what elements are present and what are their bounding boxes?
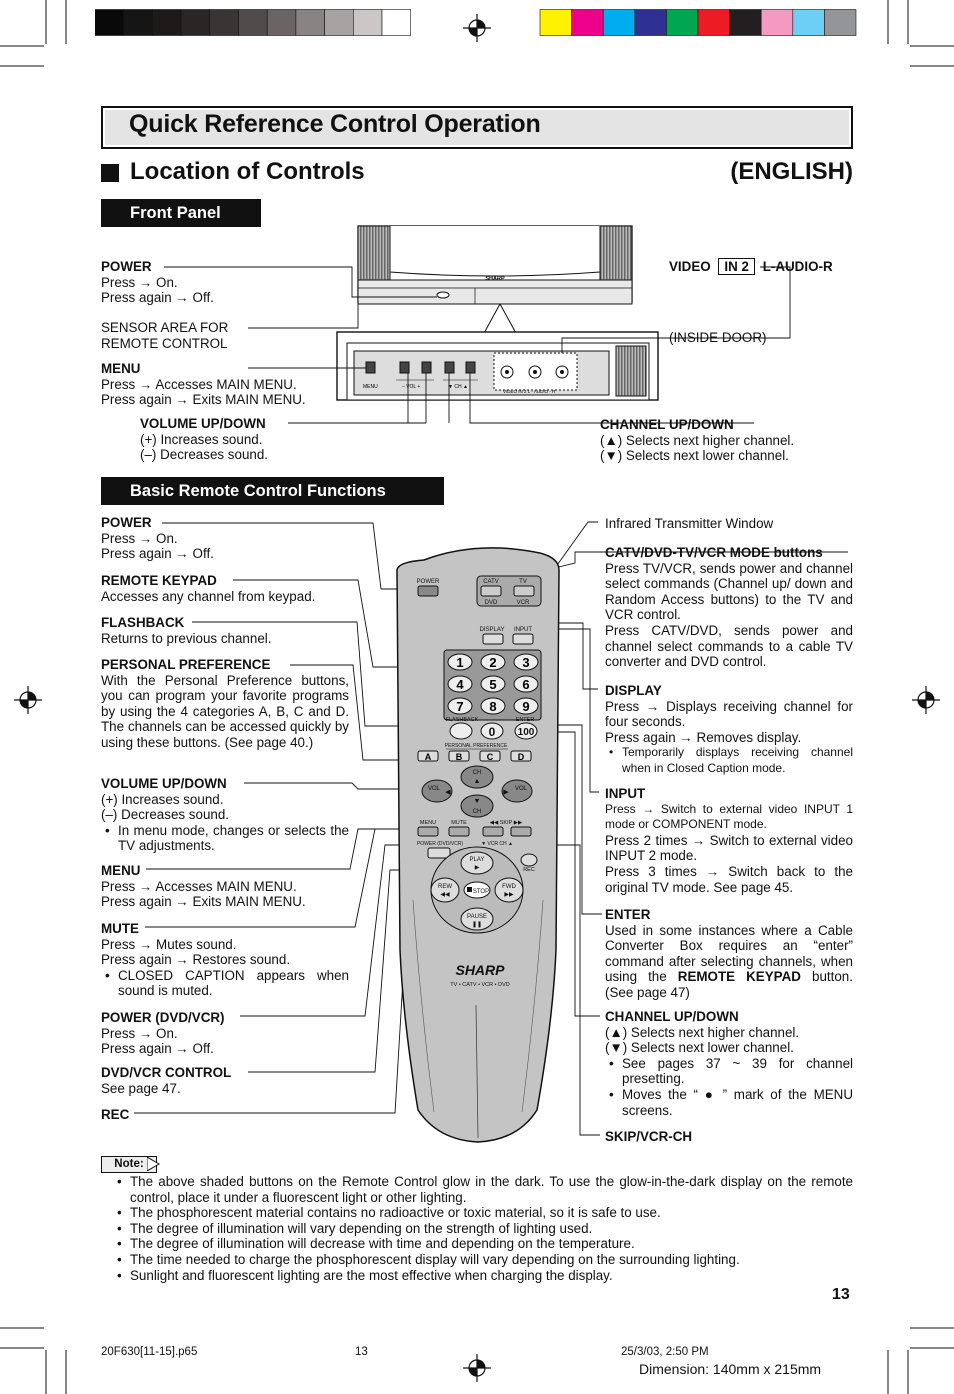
rc-power-line: Press → On. [101,530,178,546]
rc-display-bullet: • Temporarily displays receiving channel when in Closed Caption mode. [605,745,853,776]
rc-play-icon: ▶ [474,865,480,871]
tv-brand-logo: SHARP [485,276,505,282]
rc-personal-label: PERSONAL PREFERENCE [444,743,508,749]
rc-modes-text: TV • CATV • VCR • DVD [450,982,510,988]
rc-rew-button[interactable] [431,878,459,902]
front-panel-heading: Front Panel [101,199,261,227]
rc-btn-dvd-label: DVD [484,600,498,606]
rc-pause-label: PAUSE [467,914,487,920]
fp-sensor-line: REMOTE CONTROL [101,335,228,351]
fp-power-line: Press → On. [101,274,178,290]
rc-skip-title: SKIP/VCR-CH [605,1129,693,1144]
rc-mute-label: MUTE [451,820,467,826]
rc-key-label: 5 [489,677,497,692]
rc-mute-button[interactable] [449,827,469,836]
rc-channel-title: CHANNEL UP/DOWN [605,1009,739,1024]
rc-menu-title: MENU [101,863,141,878]
rc-play-label: PLAY [469,857,485,863]
tv-menu-label: MENU [363,384,378,390]
note-label: Note: [101,1156,157,1173]
rc-enter-title: ENTER [605,907,651,922]
rc-display-line: Press again → Removes display. [605,729,802,745]
rc-rew-icon: ◀◀ [440,892,450,898]
rc-btn-flashback-label: FLASHBACK [445,717,479,723]
rc-vol-down-icon: ◀ [445,789,451,796]
rc-volume-line: (+) Increases sound. [101,791,224,807]
rc-brand-logo: SHARP [455,962,505,978]
rc-enter-text: button. (See page 47) [605,969,853,1000]
rc-input-text: Press → Switch to external video INPUT 1 mode or COMPONENT mode. [605,801,853,832]
rc-key-label: 8 [489,699,497,714]
note-item: • The time needed to charge the phosphorescent display will vary depending on the surrounding lighting. [117,1252,853,1268]
fp-sensor-line: SENSOR AREA FOR [101,320,229,335]
rc-display-button[interactable] [483,634,503,644]
rc-personal-title: PERSONAL PREFERENCE [101,657,271,672]
note-arrow-icon [147,1157,161,1171]
rc-fwd-icon: ▶▶ [504,892,514,898]
rc-menu-line: Press again → Exits MAIN MENU. [101,894,306,910]
rc-rew-label: REW [438,884,452,890]
note-item: • The degree of illumination will vary depending on the strength of lighting used. [117,1221,853,1237]
rc-flashback-title: FLASHBACK [101,615,185,630]
rc-keypad-text: Accesses any channel from keypad. [101,588,316,604]
fp-channel-title: CHANNEL UP/DOWN [600,417,734,432]
rc-channel-line: (▼) Selects next lower channel. [605,1040,794,1056]
rc-power-dvd-label: POWER (DVD/VCR) [416,841,464,847]
fp-power-line: Press again → Off. [101,290,214,306]
fp-volume-title: VOLUME UP/DOWN [140,416,266,431]
rc-ch-label: CH [472,809,482,815]
section-title: Location of Controls [130,158,365,185]
rc-menu-label: MENU [419,820,437,826]
rc-skip-up-button[interactable] [511,827,531,836]
rc-enter-text: Used in some instances where a Cable Converter Box requires an “enter” command after selecting channels, when using the [605,922,853,985]
rc-mute-line: Press again → Restores sound. [101,952,291,968]
rc-mute-title: MUTE [101,921,139,936]
rc-mode-text: Press TV/VCR, sends power and channel select commands (Channel up/ down and Random Access buttons) to the TV and VCR control. [605,560,853,623]
page-title: Quick Reference Control Operation [129,110,541,138]
note-item: • The above shaded buttons on the Remote Control glow in the dark. To use the glow-in-the-dark display on the remote control, place it under a fluorescent light or other lighting. [117,1174,853,1205]
rc-key-100-label: 100 [517,727,535,738]
note-item: • The degree of illumination will decrease with time and depending on the temperature. [117,1236,853,1252]
rc-key-label: 4 [456,677,464,692]
footer-date: 25/3/03, 2:50 PM [621,1346,709,1358]
rc-input-title: INPUT [605,786,646,801]
remote-heading: Basic Remote Control Functions [101,477,444,505]
rc-keypad [448,654,538,714]
rc-fwd-label: FWD [502,884,516,890]
fp-channel-line: (▲) Selects next higher channel. [600,432,795,448]
rc-btn-enter-label: ENTER [515,717,535,723]
rc-personal-label: C [486,752,494,762]
rc-rec-title: REC [101,1107,130,1122]
rc-btn-input-label: INPUT [514,627,532,633]
rc-channel-line: (▲) Selects next higher channel. [605,1024,800,1040]
rc-ch-down-icon: ▼ [473,798,481,805]
fp-menu-line: Press → Accesses MAIN MENU. [101,376,297,392]
fp-volume-line: (–) Decreases sound. [140,447,269,463]
rc-power-title: POWER [101,515,152,530]
rc-vol-label: VOL [427,786,441,792]
rc-input-button[interactable] [513,634,533,644]
rc-btn-catv-label: CATV [483,579,499,585]
rc-pause-icon: ❚❚ [471,922,483,928]
rc-infrared-label: Infrared Transmitter Window [605,516,774,531]
footer-page: 13 [355,1346,368,1358]
rc-key-label: 6 [522,677,530,692]
rc-personal-label: B [455,752,463,762]
rc-key-label: 1 [456,655,464,670]
tv-vol-label: – VOL + [402,384,421,390]
note-item: • The phosphorescent material contains no radioactive or toxic material, so it is safe to use. [117,1205,853,1221]
fp-volume-line: (+) Increases sound. [140,431,263,447]
rc-catv-dvd-button[interactable] [481,586,501,596]
rc-key-label: 9 [522,699,530,714]
rc-personal-label: D [517,752,525,762]
notes-list [117,1174,853,1283]
fp-menu-line: Press again → Exits MAIN MENU. [101,392,306,408]
rc-personal-label: A [424,752,432,762]
rc-power-dvd-title: POWER (DVD/VCR) [101,1010,225,1025]
rc-stop-label: STOP [472,889,490,895]
rc-channel-bullet: • See pages 37 ~ 39 for channel presetting. [605,1056,853,1087]
fp-inside-door: (INSIDE DOOR) [669,330,767,345]
rc-mute-line: Press → Mutes sound. [101,936,237,952]
note-item: • Sunlight and fluorescent lighting are the most effective when charging the display. [117,1268,853,1284]
rc-stop-icon [467,887,472,892]
rc-power-dvd-line: Press → On. [101,1025,178,1041]
rc-tv-vcr-button[interactable] [514,586,534,596]
tv-av-label: VIDEO IN 2 L - AUDIO - R [503,389,556,394]
fp-power-title: POWER [101,259,152,274]
rc-vol-label: VOL [514,786,528,792]
rc-personal-text: With the Personal Preference buttons, you can program your favorite programs by using the 4 categories A, B, C and D. The channels can be accessed quickly by using these buttons. (See page 40.) [101,672,349,750]
rc-vol-up-icon: ▶ [503,789,509,796]
rc-channel-bullet: • Moves the “ ● ” mark of the MENU screens. [605,1087,853,1118]
rc-volume-title: VOLUME UP/DOWN [101,776,227,791]
rc-btn-display-label: DISPLAY [479,627,505,633]
rc-rec-label: REC [523,867,535,873]
rc-volume-line: (–) Decreases sound. [101,807,230,823]
rc-ch-label: CH [472,770,482,776]
fp-video-label: VIDEO [669,259,711,274]
rc-display-title: DISPLAY [605,683,662,698]
rc-fwd-button[interactable] [495,878,523,902]
rc-volume-bullet: • In menu mode, changes or selects the TV adjustments. [101,823,349,854]
rc-mute-bullet: • CLOSED CAPTION appears when sound is muted. [101,968,349,999]
rc-btn-tv-label: TV [519,579,527,585]
rc-key-label: 2 [489,655,497,670]
rc-btn-power-label: POWER [416,579,440,585]
rc-skip-label: ◀◀ SKIP ▶▶ [489,820,523,826]
rc-key-label: 7 [456,699,464,714]
rc-power-button[interactable] [418,586,438,596]
rc-dvdvcr-title: DVD/VCR CONTROL [101,1065,232,1080]
footer-file: 20F630[11-15].p65 [101,1346,198,1358]
rc-ch-up-icon: ▲ [473,778,481,785]
rc-flashback-button[interactable] [450,723,472,739]
page-number: 13 [832,1286,850,1303]
tv-ch-label: ▼ CH ▲ [448,384,468,390]
rc-keypad-title: REMOTE KEYPAD [101,573,217,588]
rc-mode-title: CATV/DVD-TV/VCR MODE buttons [605,545,823,560]
rc-enter-text-bold: REMOTE KEYPAD [677,969,801,985]
rc-dvdvcr-text: See page 47. [101,1080,181,1096]
fp-video-input-box: IN 2 [718,258,755,275]
footer-dimension: Dimension: 140mm x 215mm [639,1361,822,1377]
rc-flashback-text: Returns to previous channel. [101,630,272,646]
rc-mode-text: Press CATV/DVD, sends power and channel select commands to a cable TV converter and DVD control. [605,622,853,670]
rc-power-dvd-button[interactable] [428,848,450,858]
rc-skip-down-button[interactable] [483,827,503,836]
rc-rec-button[interactable] [521,854,537,866]
rc-btn-vcr-label: VCR [516,600,530,606]
rc-input-text: Press 2 times → Switch to external video INPUT 2 mode. [605,832,853,864]
rc-power-line: Press again → Off. [101,546,214,562]
rc-key-label: 3 [522,655,530,670]
rc-input-text: Press 3 times → Switch back to the original TV mode. See page 45. [605,863,853,895]
rc-menu-button[interactable] [418,827,438,836]
rc-vcr-ch-label: ▼ VCR CH ▲ [481,841,513,847]
rc-key-0-label: 0 [488,725,496,739]
rc-menu-line: Press → Accesses MAIN MENU. [101,878,297,894]
language-label: (ENGLISH) [730,158,853,185]
rc-display-text: Press → Displays receiving channel for four seconds. [605,698,853,730]
fp-menu-title: MENU [101,361,141,376]
fp-audio-label: L-AUDIO-R [762,259,833,274]
rc-power-dvd-line: Press again → Off. [101,1041,214,1057]
fp-channel-line: (▼) Selects next lower channel. [600,448,789,464]
